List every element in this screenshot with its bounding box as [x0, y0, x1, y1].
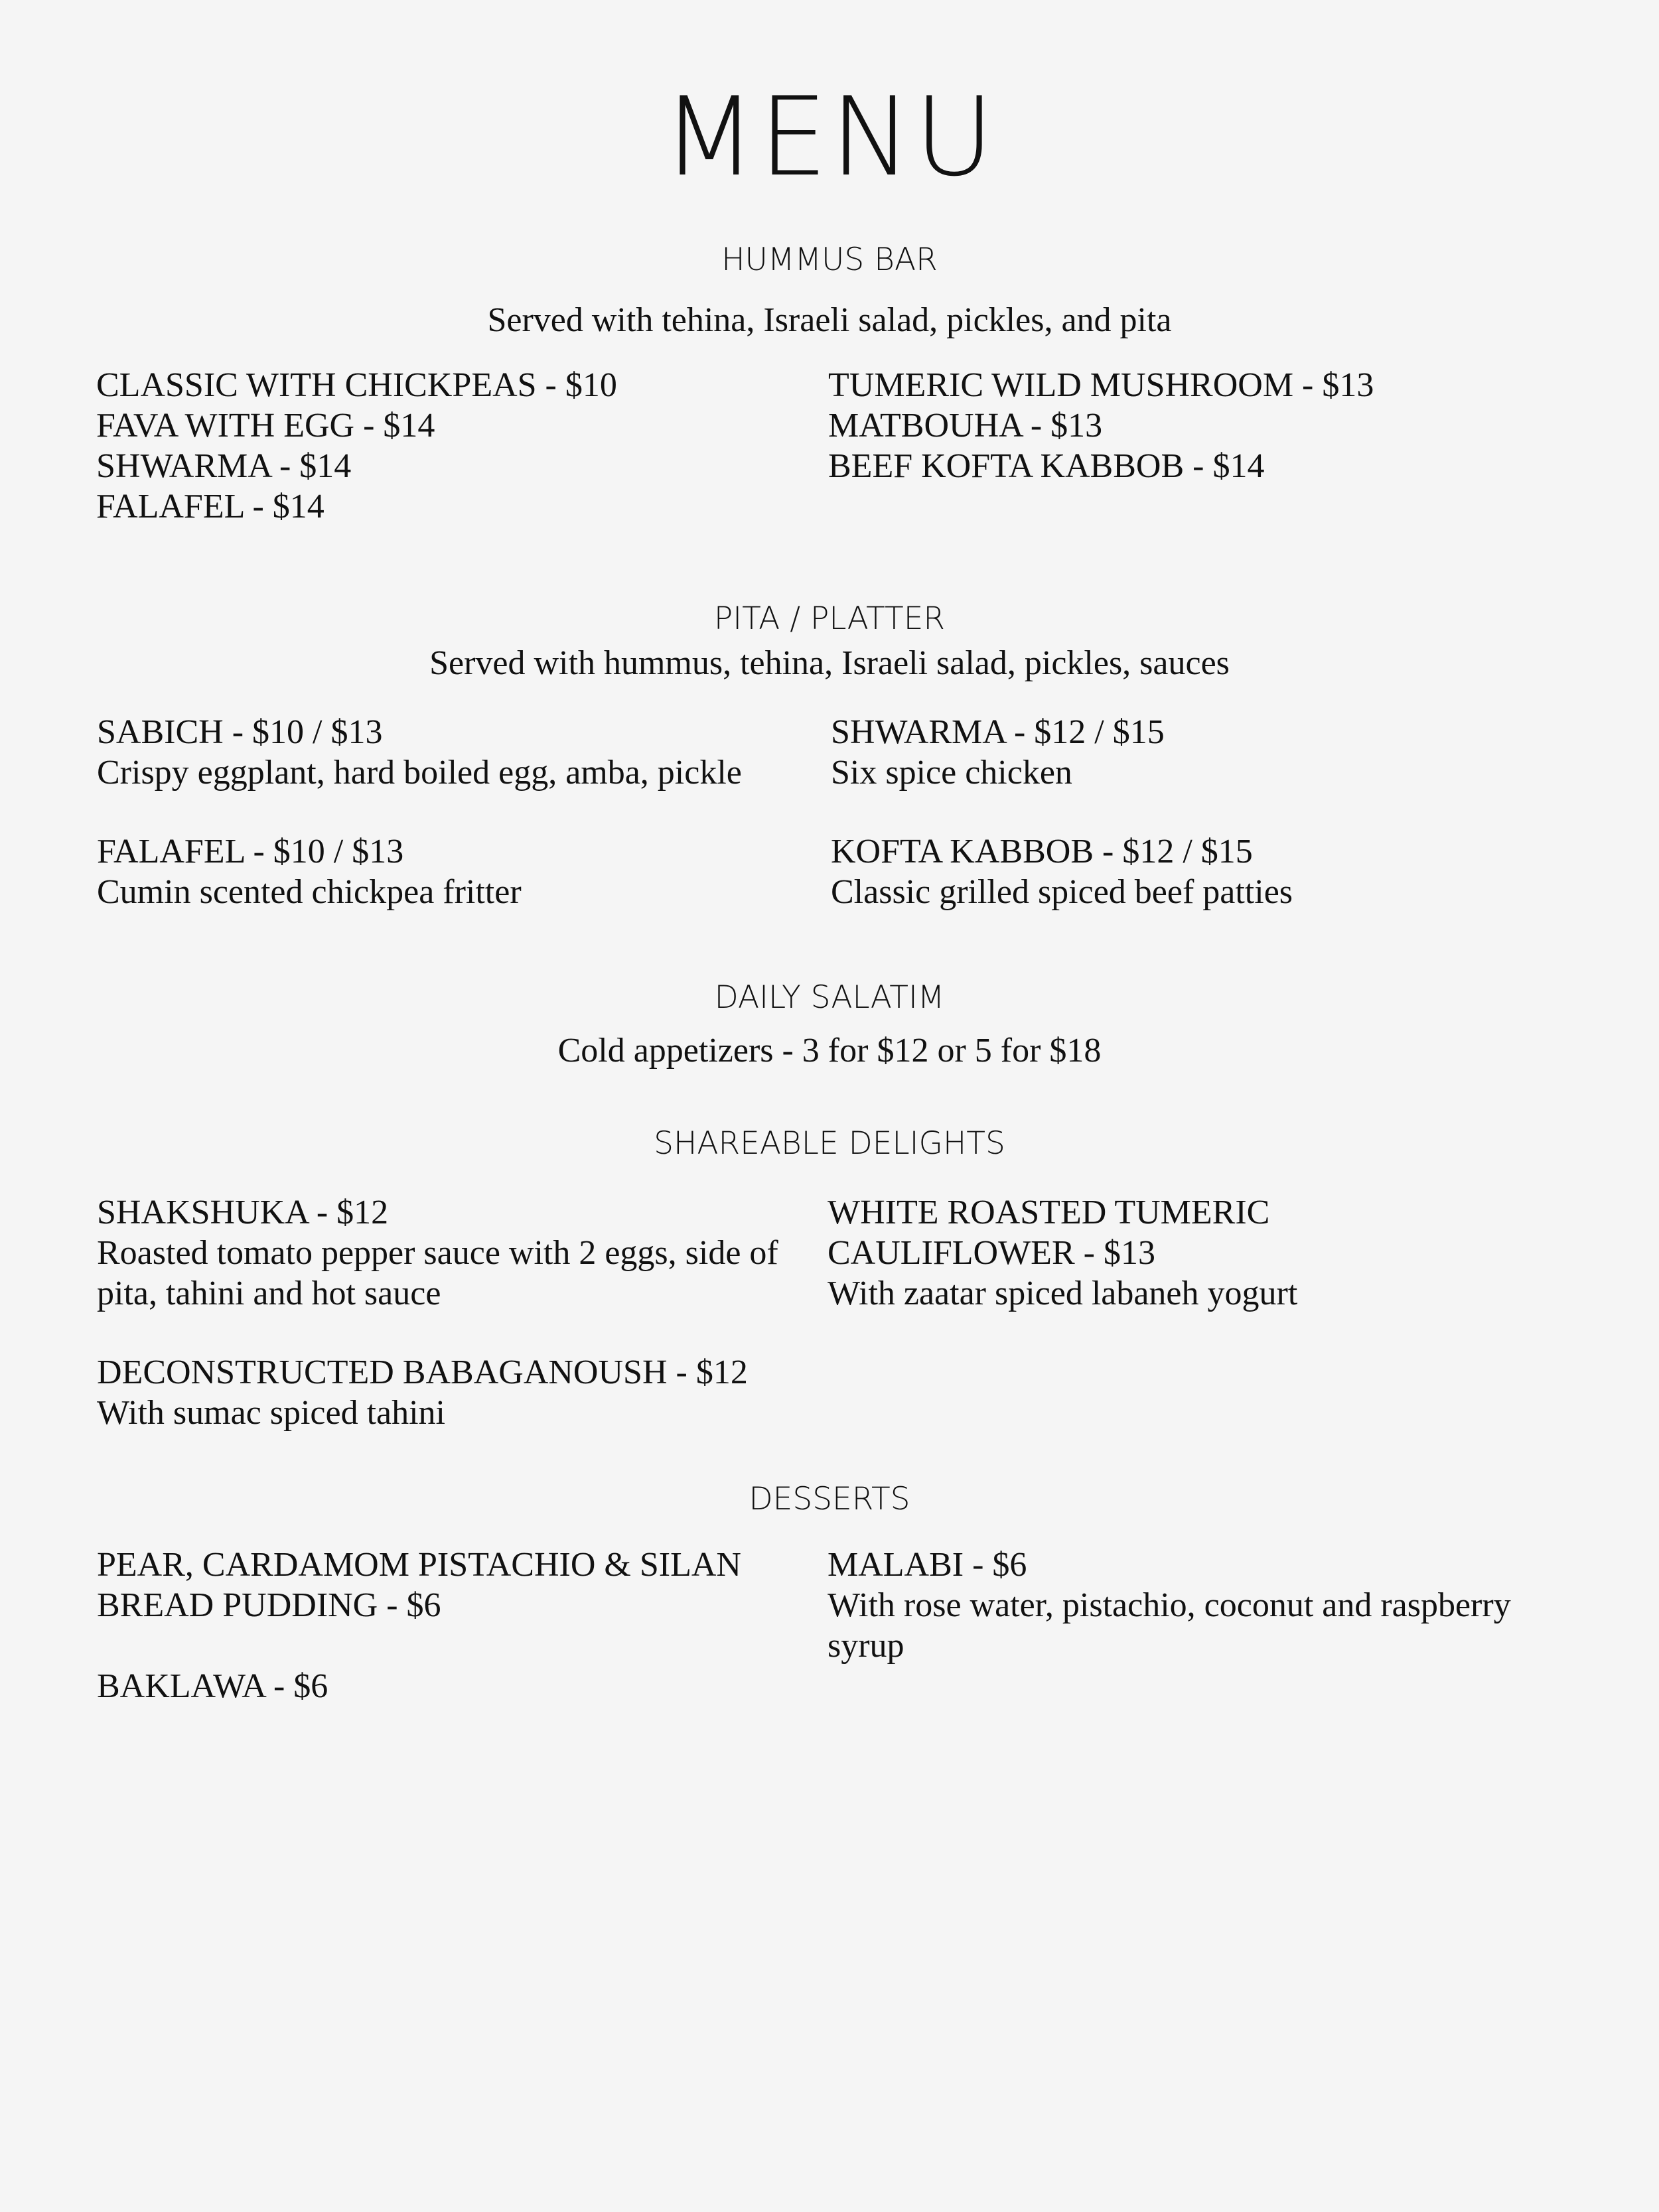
menu-item [828, 1192, 1372, 1314]
menu-item-name: SHAKSHUKA - $12 [97, 1194, 389, 1231]
menu-item: SHWARMA - $14 [96, 447, 352, 485]
menu-item [97, 831, 522, 912]
section-heading: DAILY SALATIM [714, 979, 945, 1016]
menu-item-name: FALAFEL - $10 / $13 [97, 833, 404, 870]
menu-item-name: KOFTA KABBOB - $12 / $15 [831, 833, 1253, 870]
menu-item-description: With rose water, pistachio, coconut and raspberry syrup [828, 1586, 1511, 1665]
menu-item-name: PEAR, CARDAMOM PISTACHIO & SILAN BREAD PUDDING - $6 [97, 1546, 741, 1624]
menu-item: FAVA WITH EGG - $14 [96, 407, 435, 445]
menu-item [97, 1545, 800, 1625]
menu-item [831, 712, 1165, 793]
menu-item-name: DECONSTRUCTED BABAGANOUSH - $12 [97, 1353, 748, 1391]
menu-item-name: BAKLAWA - $6 [97, 1667, 328, 1705]
menu-item-description: With zaatar spiced labaneh yogurt [828, 1275, 1298, 1312]
section-subtitle: Cold appetizers - 3 for $12 or 5 for $18 [557, 1032, 1102, 1070]
section-heading: DESSERTS [749, 1481, 910, 1517]
menu-item [97, 1666, 328, 1706]
section-subtitle: Served with hummus, tehina, Israeli salad, pickles, sauces [429, 644, 1230, 682]
menu-item: FALAFEL - $14 [96, 488, 325, 525]
menu-item-description: Roasted tomato pepper sauce with 2 eggs, side of pita, tahini and hot sauce [97, 1234, 778, 1312]
section-heading: SHAREABLE DELIGHTS [654, 1125, 1005, 1162]
menu-item: MATBOUHA - $13 [828, 407, 1103, 445]
menu-item [97, 1352, 748, 1433]
menu-item-name: SABICH - $10 / $13 [97, 713, 383, 751]
menu-item-name: WHITE ROASTED TUMERIC CAULIFLOWER - $13 [828, 1194, 1270, 1272]
hummus-left-column [96, 365, 617, 527]
menu-item-description: Six spice chicken [831, 754, 1072, 792]
menu-item-name: MALABI - $6 [828, 1546, 1027, 1584]
section-heading: PITA / PLATTER [713, 600, 946, 637]
menu-item-description: Crispy eggplant, hard boiled egg, amba, pickle [97, 754, 742, 792]
menu-item-description: Classic grilled spiced beef patties [831, 873, 1293, 911]
hummus-right-column [828, 365, 1374, 486]
menu-item: CLASSIC WITH CHICKPEAS - $10 [96, 366, 617, 404]
menu-item: TUMERIC WILD MUSHROOM - $13 [828, 366, 1374, 404]
page-title: MENU [662, 74, 997, 200]
menu-item-name: SHWARMA - $12 / $15 [831, 713, 1165, 751]
menu-item [831, 831, 1293, 912]
menu-item: BEEF KOFTA KABBOB - $14 [828, 447, 1265, 485]
menu-item-description: Cumin scented chickpea fritter [97, 873, 522, 911]
menu-item-description: With sumac spiced tahini [97, 1394, 446, 1432]
menu-item [828, 1545, 1571, 1666]
menu-item [97, 1192, 800, 1314]
section-heading: HUMMUS BAR [721, 242, 938, 278]
menu-item [97, 712, 742, 793]
section-subtitle: Served with tehina, Israeli salad, pickles, and pita [487, 301, 1172, 339]
